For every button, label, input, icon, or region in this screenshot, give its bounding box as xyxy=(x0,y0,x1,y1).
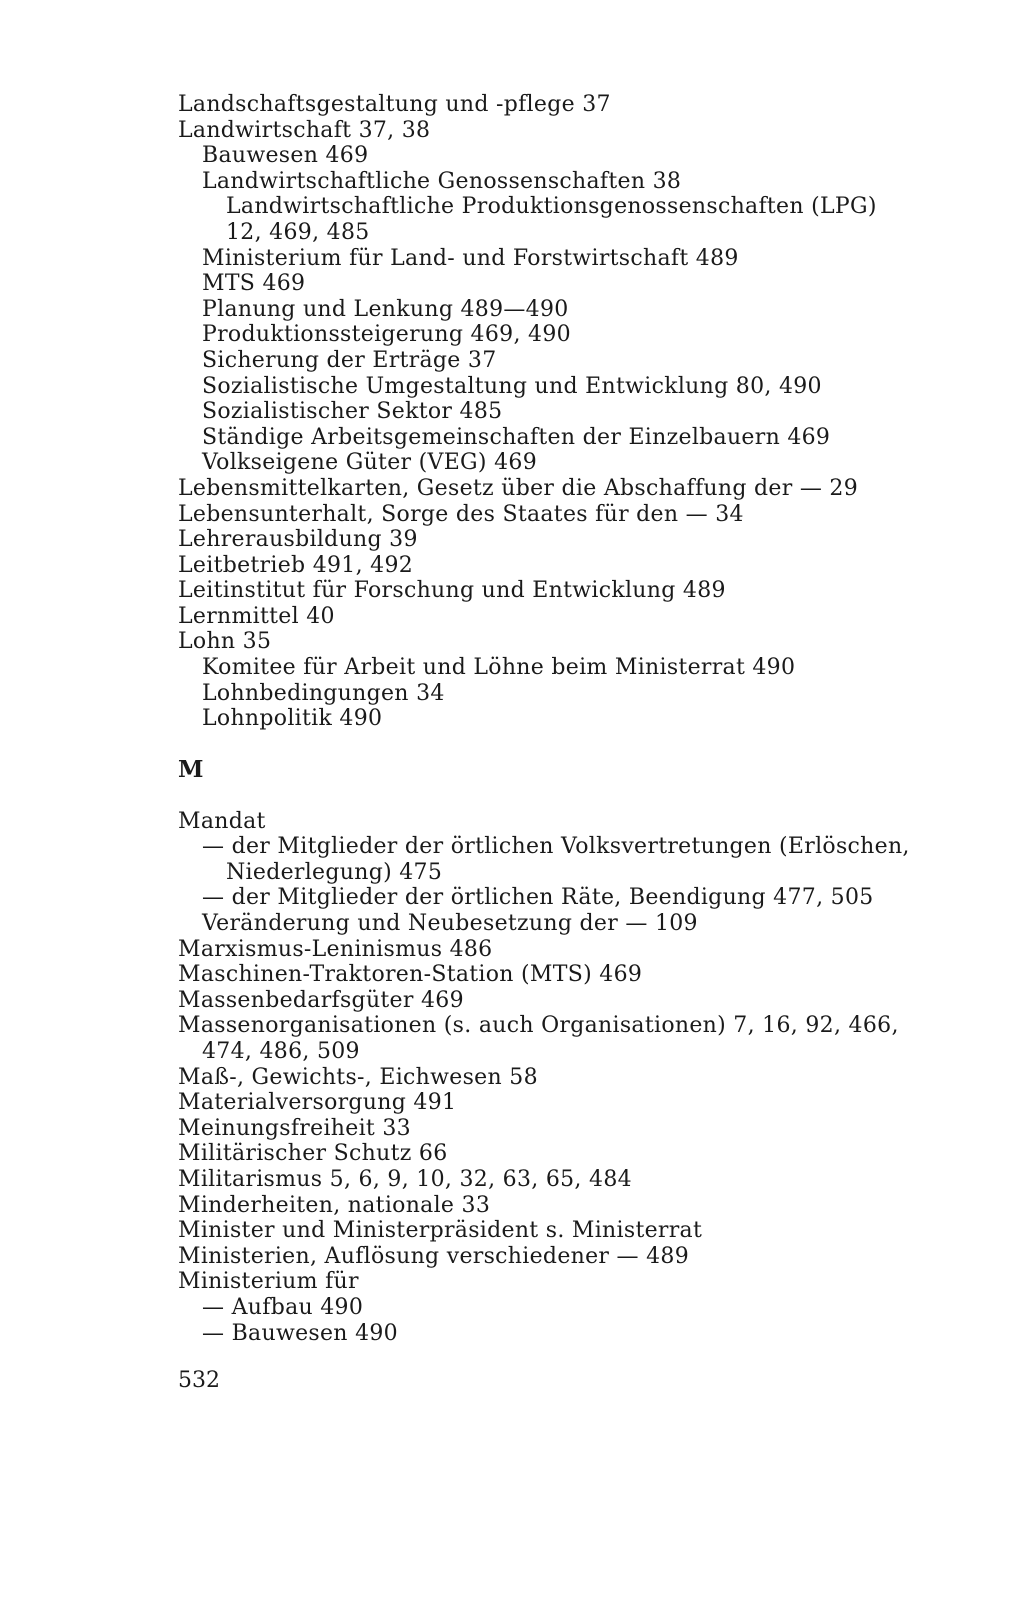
index-subentry: Produktionssteigerung 469, 490 xyxy=(202,322,571,348)
index-entry: Lebensunterhalt, Sorge des Staates für den — 34 xyxy=(178,501,744,527)
index-entry: Leitinstitut für Forschung und Entwicklung 489 xyxy=(178,578,726,604)
page-number: 532 xyxy=(178,1368,220,1393)
index-subentry: Sozialistischer Sektor 485 xyxy=(202,399,503,425)
index-entry: Massenorganisationen (s. auch Organisationen) 7, 16, 92, 466, xyxy=(178,1013,899,1039)
index-entry: Lernmittel 40 xyxy=(178,603,335,629)
index-subentry: Lohnbedingungen 34 xyxy=(202,680,445,706)
index-subentry: Volkseigene Güter (VEG) 469 xyxy=(202,450,537,476)
index-entry: Ministerien, Auflösung verschiedener — 489 xyxy=(178,1243,690,1269)
index-entry: Materialversorgung 491 xyxy=(178,1090,457,1116)
index-subentry: Sicherung der Erträge 37 xyxy=(202,347,497,373)
index-subentry: Planung und Lenkung 489—490 xyxy=(202,296,569,322)
index-subentry: Landwirtschaftliche Genossenschaften 38 xyxy=(202,168,682,194)
index-subsubentry: Landwirtschaftliche Produktionsgenossenschaften (LPG) xyxy=(226,194,877,220)
index-entry: Mandat xyxy=(178,808,266,834)
subject-index xyxy=(178,92,938,1346)
index-subentry: Ministerium für Land- und Forstwirtschaft 489 xyxy=(202,245,739,271)
index-entry: Ministerium für xyxy=(178,1269,359,1295)
index-subentry: Lohnpolitik 490 xyxy=(202,706,383,732)
index-entry: Lebensmittelkarten, Gesetz über die Abschaffung der — 29 xyxy=(178,475,859,501)
index-entry: Maß-, Gewichts-, Eichwesen 58 xyxy=(178,1064,538,1090)
index-subentry: — Aufbau 490 xyxy=(202,1294,364,1320)
section-letter-heading: M xyxy=(178,756,204,784)
index-subentry: MTS 469 xyxy=(202,271,306,297)
index-subentry: Komitee für Arbeit und Löhne beim Ministerrat 490 xyxy=(202,655,796,681)
index-entry: Minderheiten, nationale 33 xyxy=(178,1192,491,1218)
index-subentry: Sozialistische Umgestaltung und Entwicklung 80, 490 xyxy=(202,373,822,399)
index-subentry: Ständige Arbeitsgemeinschaften der Einzelbauern 469 xyxy=(202,424,831,450)
index-entry: Massenbedarfsgüter 469 xyxy=(178,987,464,1013)
index-subentry: Bauwesen 469 xyxy=(202,143,369,169)
index-entry: Marxismus-Leninismus 486 xyxy=(178,936,493,962)
index-entry: Minister und Ministerpräsident s. Ministerrat xyxy=(178,1218,703,1244)
index-entry: Maschinen-Traktoren-Station (MTS) 469 xyxy=(178,962,643,988)
index-subentry: — der Mitglieder der örtlichen Volksvertretungen (Erlöschen, xyxy=(202,834,910,860)
index-subentry: — Bauwesen 490 xyxy=(202,1320,398,1346)
index-entry: Militarismus 5, 6, 9, 10, 32, 63, 65, 484 xyxy=(178,1166,632,1192)
index-entry: Lehrerausbildung 39 xyxy=(178,527,418,553)
index-entry: Landschaftsgestaltung und -pflege 37 xyxy=(178,92,611,117)
index-entry: Lohn 35 xyxy=(178,629,272,655)
index-continuation: 474, 486, 509 xyxy=(202,1038,360,1064)
index-entry: Militärischer Schutz 66 xyxy=(178,1141,448,1167)
index-entry: Leitbetrieb 491, 492 xyxy=(178,552,414,578)
index-entry: Meinungsfreiheit 33 xyxy=(178,1115,411,1141)
index-continuation: Niederlegung) 475 xyxy=(226,859,443,885)
index-subentry: — der Mitglieder der örtlichen Räte, Beendigung 477, 505 xyxy=(202,885,874,911)
index-entry: Landwirtschaft 37, 38 xyxy=(178,117,431,143)
index-continuation: 12, 469, 485 xyxy=(226,219,370,245)
index-subentry: Veränderung und Neubesetzung der — 109 xyxy=(202,911,698,936)
